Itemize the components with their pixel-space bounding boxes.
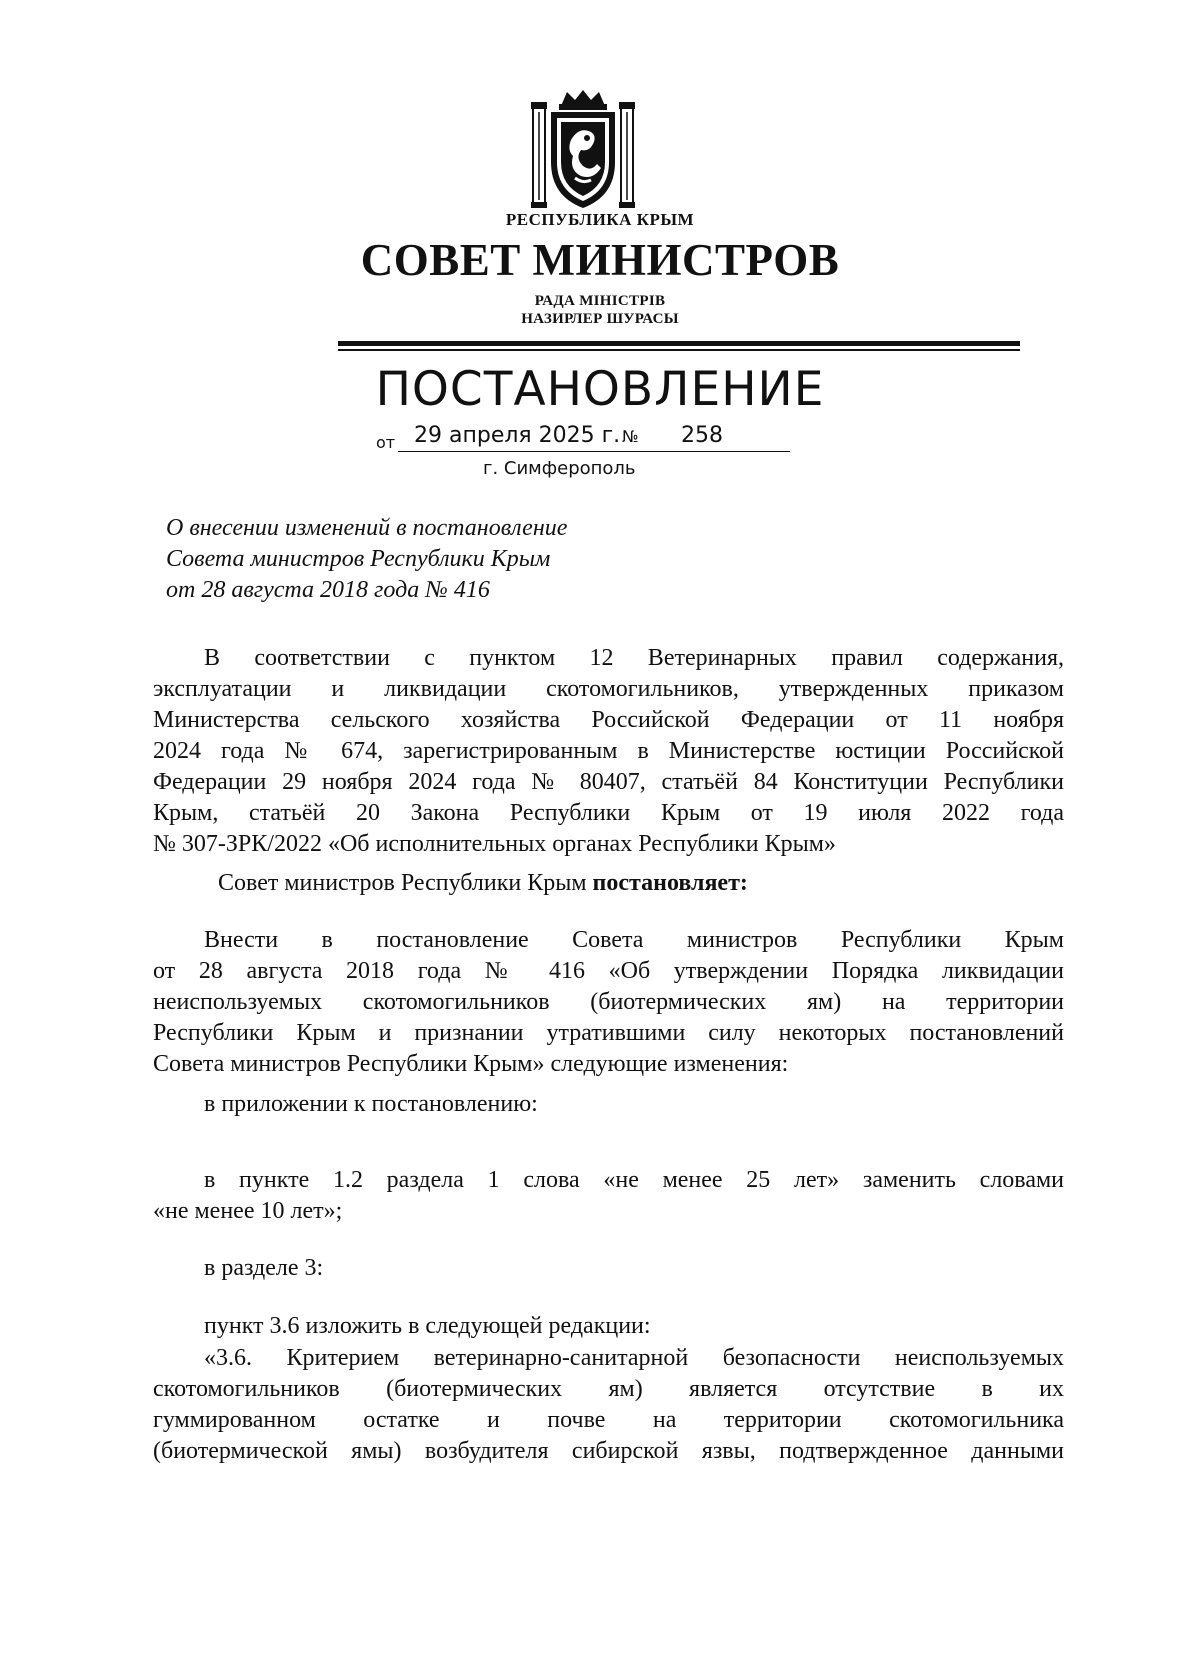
decree-city: г. Симферополь [483,458,636,479]
text-line: пункт 3.6 изложить в следующей редакции: [204,1313,651,1339]
council-name-crimean-tatar: НАЗИРЛЕР ШУРАСЫ [521,311,679,327]
resolves-verb: постановляет: [592,870,748,896]
header-rule-thick [338,341,1020,346]
header-rule-thin [338,349,1020,351]
text-line: Федерации 29 ноября 2024 года № 80407, статьёй 84 Конституции Республики [153,769,1064,795]
text-line: гуммированном остатке и почве на территории скотомогильника [153,1407,1064,1433]
paragraph-clause-3-6-intro [153,1311,1064,1342]
text-line [153,868,1064,899]
paragraph-basis [153,643,1064,860]
text-line: Министерства сельского хозяйства Российской Федерации от 11 ноября [153,707,1064,733]
paragraph-clause-3-6-text [153,1343,1064,1467]
text-line: Крым, статьёй 20 Закона Республики Крым от 19 июля 2022 года [153,800,1064,826]
decree-date: 29 апреля 2025 г. [414,423,621,448]
date-prefix: от [376,433,396,452]
paragraph-resolves [153,868,1064,899]
resolves-subject: Совет министров Республики Крым [218,870,593,896]
council-name: СОВЕТ МИНИСТРОВ [360,235,840,285]
title-line: Совета министров Республики Крым [166,546,551,572]
text-line: Внести в постановление Совета министров Республики Крым [204,927,1064,953]
title-line: от 28 августа 2018 года № 416 [166,577,490,603]
paragraph-appendix [153,1089,1064,1120]
text-line: «не менее 10 лет»; [153,1198,343,1224]
text-line: № 307-ЗРК/2022 «Об исполнительных органах Республики Крым» [153,831,836,857]
text-line: «3.6. Критерием ветеринарно-санитарной безопасности неиспользуемых [204,1345,1064,1371]
council-name-ukrainian: РАДА МІНІСТРІВ [534,293,666,309]
text-line: Республики Крым и признании утратившими силу некоторых постановлений [153,1020,1064,1046]
text-line: эксплуатации и ликвидации скотомогильников, утвержденных приказом [153,676,1064,702]
text-line: в пункте 1.2 раздела 1 слова «не менее 25 лет» заменить словами [204,1167,1064,1193]
paragraph-amend [153,925,1064,1080]
document-type: ПОСТАНОВЛЕНИЕ [375,362,825,417]
decree-number: 258 [681,423,723,448]
text-line: неиспользуемых скотомогильников (биотермических ям) на территории [153,989,1064,1015]
republic-name: РЕСПУБЛИКА КРЫМ [505,210,695,229]
text-line: В соответствии с пунктом 12 Ветеринарных правил содержания, [204,645,1064,671]
paragraph-clause-1-2 [153,1165,1064,1227]
text-line: от 28 августа 2018 года № 416 «Об утверждении Порядка ликвидации [153,958,1064,984]
paragraph-section-3 [153,1253,1064,1284]
text-line: (биотермической ямы) возбудителя сибирской язвы, подтвержденное данными [153,1438,1064,1464]
text-line: 2024 года № 674, зарегистрированным в Министерстве юстиции Российской [153,738,1064,764]
coat-of-arms-icon [531,88,635,212]
number-prefix: № [622,427,639,446]
text-line: Совета министров Республики Крым» следующие изменения: [153,1051,789,1077]
text-line: в приложении к постановлению: [204,1091,538,1117]
title-line: О внесении изменений в постановление [166,515,568,541]
date-underline [398,451,790,452]
text-line: скотомогильников (биотермических ям) является отсутствие в их [153,1376,1064,1402]
text-line: в разделе 3: [204,1255,324,1281]
decree-title [166,513,567,606]
